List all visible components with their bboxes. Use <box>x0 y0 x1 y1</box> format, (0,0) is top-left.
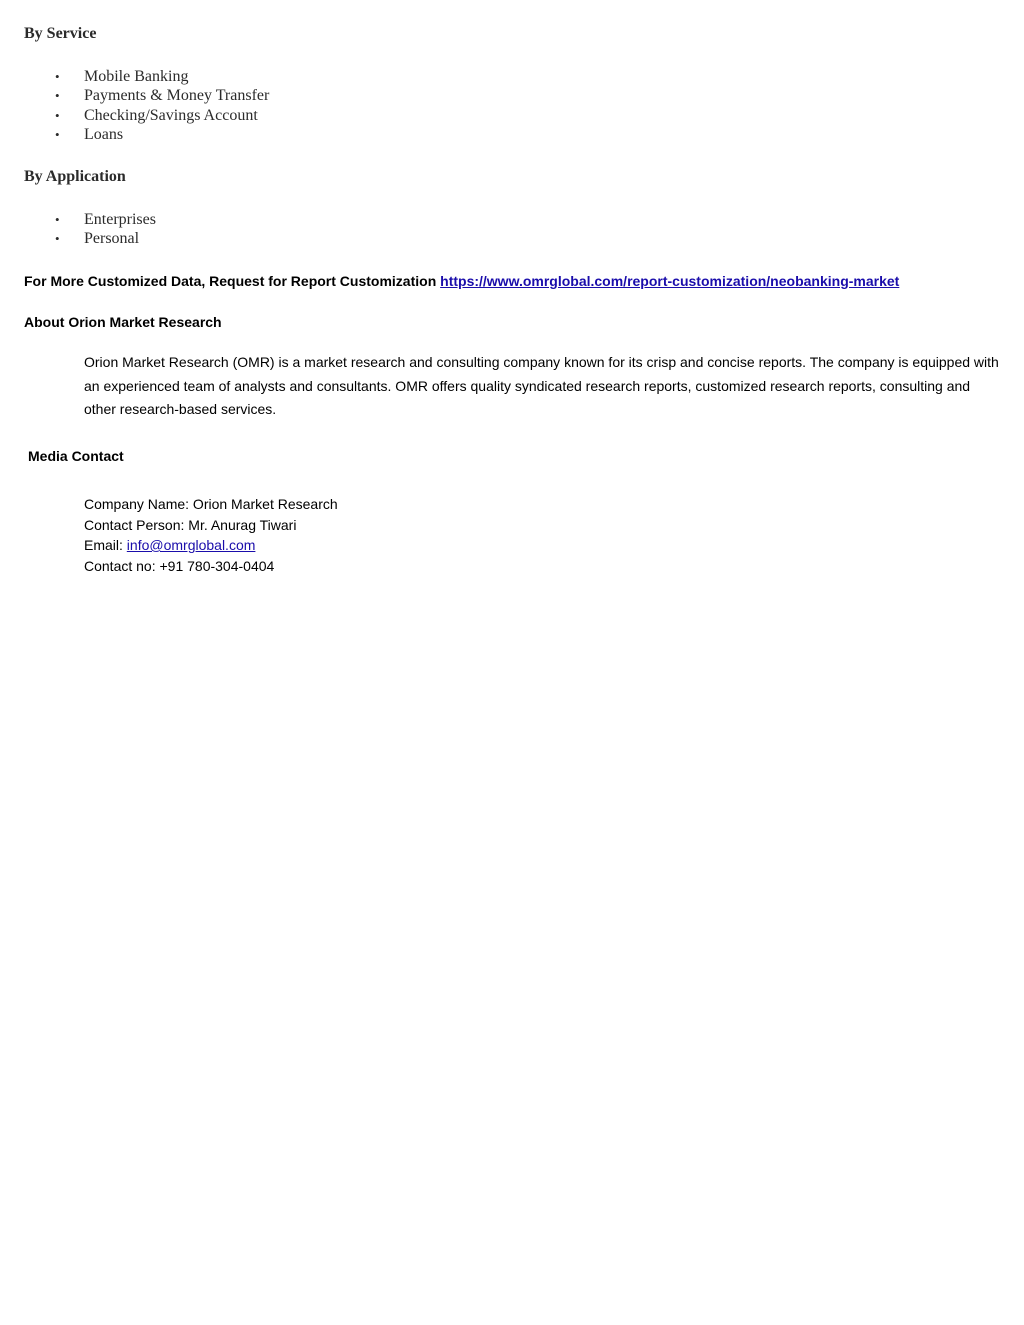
email-link[interactable]: info@omrglobal.com <box>126 537 256 553</box>
email-line <box>84 535 338 556</box>
list-item <box>55 229 156 248</box>
list-item <box>55 125 269 144</box>
media-contact-heading: Media Contact <box>28 448 124 464</box>
about-heading: About Orion Market Research <box>24 314 222 330</box>
bullet-icon: • <box>55 212 60 227</box>
application-list <box>55 210 156 249</box>
bullet-icon: • <box>55 231 60 247</box>
customization-line <box>24 273 899 289</box>
about-paragraph: Orion Market Research (OMR) is a market research and consulting company known for its crisp and concise reports. The company is equipped with an experienced team of analysts and consultants. OMR offers quality syndicated research reports, customized research reports, consulting and other research-based services. <box>84 354 999 417</box>
service-item-label: Loans <box>84 125 124 143</box>
by-service-heading: By Service <box>24 25 97 42</box>
bullet-icon: • <box>55 69 60 84</box>
list-item <box>55 86 270 105</box>
customization-link[interactable]: https://www.omrglobal.com/report-customization/neobanking-market <box>440 273 900 289</box>
email-label: Email: <box>84 537 123 553</box>
application-item-label: Enterprises <box>84 211 156 228</box>
by-application-heading: By Application <box>24 168 126 185</box>
contact-person: Contact Person: Mr. Anurag Tiwari <box>84 516 297 533</box>
company-name: Company Name: Orion Market Research <box>84 496 338 512</box>
list-item <box>55 210 156 229</box>
bullet-icon: • <box>55 107 60 123</box>
service-item-label: Checking/Savings Account <box>84 106 258 124</box>
contact-number: Contact no: +91 780-304-0404 <box>84 557 275 574</box>
service-list <box>55 67 270 144</box>
list-item <box>55 106 269 125</box>
list-item <box>55 67 269 86</box>
service-item-label: Mobile Banking <box>84 68 189 85</box>
bullet-icon: • <box>55 88 60 104</box>
bullet-icon: • <box>55 126 60 142</box>
contact-block <box>84 494 338 576</box>
service-item-label: Payments & Money Transfer <box>84 87 270 105</box>
application-item-label: Personal <box>84 230 140 248</box>
customization-text: For More Customized Data, Request for Report Customization <box>24 273 437 289</box>
